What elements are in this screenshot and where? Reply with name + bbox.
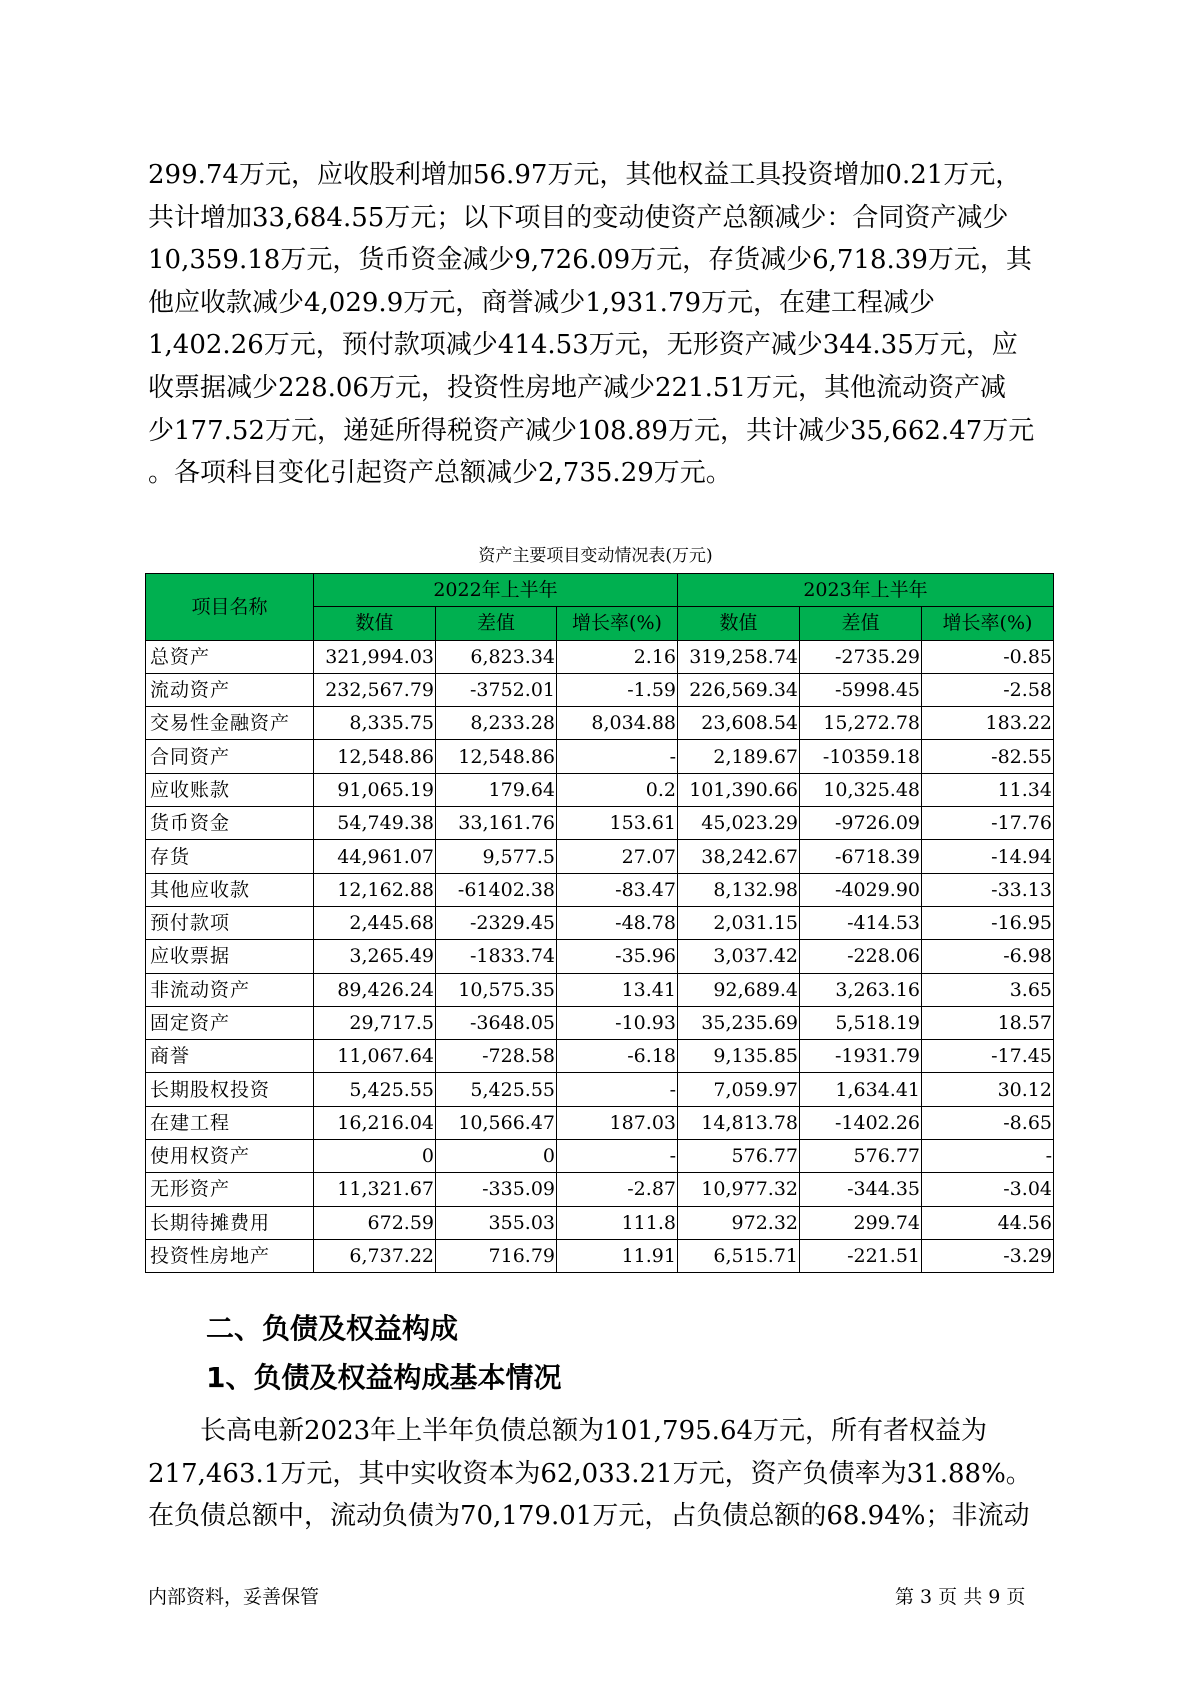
table-cell: 3.65 (922, 973, 1054, 1006)
table-cell: -2.58 (922, 673, 1054, 706)
table-cell: -221.51 (800, 1239, 922, 1272)
table-cell: 18.57 (922, 1006, 1054, 1039)
table-cell: 2,189.67 (678, 740, 800, 773)
table-cell: 355.03 (436, 1206, 557, 1239)
row-label: 货币资金 (146, 807, 314, 840)
table-cell: 1,634.41 (800, 1073, 922, 1106)
table-cell: 8,034.88 (557, 707, 678, 740)
table-cell: 299.74 (800, 1206, 922, 1239)
table-cell: -2.87 (557, 1173, 678, 1206)
table-row (146, 1006, 1054, 1039)
table-cell: 11,321.67 (314, 1173, 436, 1206)
table-cell: -4029.90 (800, 873, 922, 906)
section-heading: 二、负债及权益构成 (206, 1312, 459, 1345)
table-cell: -6718.39 (800, 840, 922, 873)
paragraph-line: 1,402.26万元，预付款项减少414.53万元，无形资产减少344.35万元，应 (148, 330, 1018, 361)
table-cell: 187.03 (557, 1106, 678, 1139)
paragraph-line: 他应收款减少4,029.9万元，商誉减少1,931.79万元，在建工程减少 (148, 287, 936, 318)
row-label: 应收账款 (146, 773, 314, 806)
table-row (146, 940, 1054, 973)
footer-page-number: 第 3 页 共 9 页 (895, 1586, 1026, 1608)
table-cell: -33.13 (922, 873, 1054, 906)
table-row (146, 1206, 1054, 1239)
table-cell: - (557, 1073, 678, 1106)
table-cell: -17.45 (922, 1040, 1054, 1073)
table-cell: 183.22 (922, 707, 1054, 740)
table-cell: -83.47 (557, 873, 678, 906)
table-cell: -414.53 (800, 906, 922, 939)
table-cell: 232,567.79 (314, 673, 436, 706)
table-cell: 10,575.35 (436, 973, 557, 1006)
table-row (146, 707, 1054, 740)
table-cell: 12,162.88 (314, 873, 436, 906)
row-label: 流动资产 (146, 673, 314, 706)
subheader-growth: 增长率(%) (557, 607, 678, 640)
row-label: 存货 (146, 840, 314, 873)
table-cell: -14.94 (922, 840, 1054, 873)
table-cell: 89,426.24 (314, 973, 436, 1006)
table-cell: 38,242.67 (678, 840, 800, 873)
table-cell: 0 (436, 1140, 557, 1173)
table-cell: -3.04 (922, 1173, 1054, 1206)
subheader-diff: 差值 (800, 607, 922, 640)
subheader-value: 数值 (678, 607, 800, 640)
table-cell: 672.59 (314, 1206, 436, 1239)
table-cell: 321,994.03 (314, 640, 436, 673)
row-label: 固定资产 (146, 1006, 314, 1039)
table-cell: 11,067.64 (314, 1040, 436, 1073)
table-cell: 10,325.48 (800, 773, 922, 806)
table-cell: 35,235.69 (678, 1006, 800, 1039)
table-row (146, 773, 1054, 806)
table-cell: 111.8 (557, 1206, 678, 1239)
row-label: 应收票据 (146, 940, 314, 973)
table-cell: - (557, 740, 678, 773)
table-caption: 资产主要项目变动情况表(万元) (478, 546, 713, 566)
table-cell: 14,813.78 (678, 1106, 800, 1139)
table-cell: -17.76 (922, 807, 1054, 840)
table-cell: - (922, 1140, 1054, 1173)
table-cell: 2.16 (557, 640, 678, 673)
table-cell: 0.2 (557, 773, 678, 806)
table-row (146, 1073, 1054, 1106)
row-label: 使用权资产 (146, 1140, 314, 1173)
table-cell: -9726.09 (800, 807, 922, 840)
subheader-value: 数值 (314, 607, 436, 640)
table-cell: -2735.29 (800, 640, 922, 673)
table-row (146, 1040, 1054, 1073)
row-label: 在建工程 (146, 1106, 314, 1139)
table-cell: 12,548.86 (314, 740, 436, 773)
paragraph-line: 收票据减少228.06万元，投资性房地产减少221.51万元，其他流动资产减 (148, 372, 1006, 403)
table-cell: 226,569.34 (678, 673, 800, 706)
table-cell: 16,216.04 (314, 1106, 436, 1139)
table-cell: -1.59 (557, 673, 678, 706)
row-label: 交易性金融资产 (146, 707, 314, 740)
body-paragraph-1 (148, 154, 1060, 495)
table-body (146, 640, 1054, 1273)
asset-change-table (145, 573, 1054, 1273)
table-cell: 5,518.19 (800, 1006, 922, 1039)
table-row (146, 1173, 1054, 1206)
table-cell: 13.41 (557, 973, 678, 1006)
row-label: 投资性房地产 (146, 1239, 314, 1272)
table-cell: 11.91 (557, 1239, 678, 1272)
table-cell: -344.35 (800, 1173, 922, 1206)
row-label: 总资产 (146, 640, 314, 673)
table-cell: 3,037.42 (678, 940, 800, 973)
table-cell: 972.32 (678, 1206, 800, 1239)
table-cell: 5,425.55 (436, 1073, 557, 1106)
table-row (146, 640, 1054, 673)
table-cell: 6,737.22 (314, 1239, 436, 1272)
table-cell: 15,272.78 (800, 707, 922, 740)
table-cell: 30.12 (922, 1073, 1054, 1106)
paragraph-line: 。各项科目变化引起资产总额减少2,735.29万元。 (148, 458, 732, 489)
table-cell: -48.78 (557, 906, 678, 939)
table-cell: -6.98 (922, 940, 1054, 973)
table-cell: -1833.74 (436, 940, 557, 973)
table-row (146, 740, 1054, 773)
table-cell: 576.77 (800, 1140, 922, 1173)
paragraph-line: 少177.52万元，递延所得税资产减少108.89万元，共计减少35,662.47万元 (148, 415, 1035, 446)
table-cell: -3752.01 (436, 673, 557, 706)
table-cell: -3.29 (922, 1239, 1054, 1272)
table-row (146, 1239, 1054, 1272)
table-cell: 5,425.55 (314, 1073, 436, 1106)
table-cell: 8,335.75 (314, 707, 436, 740)
row-label: 预付款项 (146, 906, 314, 939)
table-cell: 91,065.19 (314, 773, 436, 806)
body-paragraph-2 (148, 1410, 1060, 1538)
table-cell: -1402.26 (800, 1106, 922, 1139)
table-cell: 319,258.74 (678, 640, 800, 673)
table-row (146, 873, 1054, 906)
table-cell: 576.77 (678, 1140, 800, 1173)
table-cell: 92,689.4 (678, 973, 800, 1006)
table-cell: -35.96 (557, 940, 678, 973)
table-row (146, 840, 1054, 873)
table-cell: -61402.38 (436, 873, 557, 906)
paragraph-line: 长高电新2023年上半年负债总额为101,795.64万元，所有者权益为 (200, 1416, 988, 1446)
table-cell: 45,023.29 (678, 807, 800, 840)
table-row (146, 906, 1054, 939)
table-cell: 179.64 (436, 773, 557, 806)
table-cell: 8,132.98 (678, 873, 800, 906)
table-cell: 23,608.54 (678, 707, 800, 740)
subheader-growth: 增长率(%) (922, 607, 1054, 640)
table-cell: 27.07 (557, 840, 678, 873)
table-cell: -16.95 (922, 906, 1054, 939)
table-cell: - (557, 1140, 678, 1173)
paragraph-line: 在负债总额中，流动负债为70,179.01万元，占负债总额的68.94%；非流动 (148, 1501, 1030, 1532)
table-cell: 54,749.38 (314, 807, 436, 840)
table-cell: 3,265.49 (314, 940, 436, 973)
table-cell: 44,961.07 (314, 840, 436, 873)
table-row (146, 807, 1054, 840)
row-label: 其他应收款 (146, 873, 314, 906)
table-row (146, 673, 1054, 706)
row-label: 无形资产 (146, 1173, 314, 1206)
table-cell: 6,823.34 (436, 640, 557, 673)
table-row (146, 973, 1054, 1006)
table-cell: -5998.45 (800, 673, 922, 706)
table-cell: 10,977.32 (678, 1173, 800, 1206)
table-cell: 101,390.66 (678, 773, 800, 806)
table-cell: 33,161.76 (436, 807, 557, 840)
table-cell: -10359.18 (800, 740, 922, 773)
table-cell: 2,031.15 (678, 906, 800, 939)
table-cell: 10,566.47 (436, 1106, 557, 1139)
paragraph-line: 299.74万元，应收股利增加56.97万元，其他权益工具投资增加0.21万元， (148, 160, 1022, 190)
table-cell: 6,515.71 (678, 1239, 800, 1272)
paragraph-line: 共计增加33,684.55万元；以下项目的变动使资产总额减少：合同资产减少 (148, 202, 1009, 233)
table-cell: 0 (314, 1140, 436, 1173)
table-cell: -728.58 (436, 1040, 557, 1073)
table-cell: -8.65 (922, 1106, 1054, 1139)
row-label: 商誉 (146, 1040, 314, 1073)
table-cell: 153.61 (557, 807, 678, 840)
table-cell: 7,059.97 (678, 1073, 800, 1106)
paragraph-line: 10,359.18万元，货币资金减少9,726.09万元，存货减少6,718.39万元，其 (148, 245, 1032, 276)
row-label: 长期股权投资 (146, 1073, 314, 1106)
table-cell: 11.34 (922, 773, 1054, 806)
subsection-heading: 1、负债及权益构成基本情况 (206, 1361, 562, 1394)
paragraph-line: 217,463.1万元，其中实收资本为62,033.21万元，资产负债率为31.88%。 (148, 1458, 1032, 1489)
table-cell: -335.09 (436, 1173, 557, 1206)
table-cell: 29,717.5 (314, 1006, 436, 1039)
row-label: 长期待摊费用 (146, 1206, 314, 1239)
table-cell: 44.56 (922, 1206, 1054, 1239)
header-item-name: 项目名称 (146, 574, 314, 641)
row-label: 非流动资产 (146, 973, 314, 1006)
table-cell: -6.18 (557, 1040, 678, 1073)
table-cell: -2329.45 (436, 906, 557, 939)
table-cell: -10.93 (557, 1006, 678, 1039)
table-cell: 3,263.16 (800, 973, 922, 1006)
table-row (146, 1140, 1054, 1173)
table-cell: -1931.79 (800, 1040, 922, 1073)
table-cell: -3648.05 (436, 1006, 557, 1039)
table-row (146, 1106, 1054, 1139)
table-cell: -82.55 (922, 740, 1054, 773)
subheader-diff: 差值 (436, 607, 557, 640)
table-cell: 12,548.86 (436, 740, 557, 773)
table-cell: 2,445.68 (314, 906, 436, 939)
row-label: 合同资产 (146, 740, 314, 773)
table-cell: 9,135.85 (678, 1040, 800, 1073)
table-cell: 9,577.5 (436, 840, 557, 873)
table-cell: 716.79 (436, 1239, 557, 1272)
table-cell: -228.06 (800, 940, 922, 973)
header-group-2023: 2023年上半年 (678, 574, 1054, 607)
table-cell: -0.85 (922, 640, 1054, 673)
footer-confidential-note: 内部资料，妥善保管 (148, 1586, 320, 1608)
table-cell: 8,233.28 (436, 707, 557, 740)
header-group-2022: 2022年上半年 (314, 574, 678, 607)
